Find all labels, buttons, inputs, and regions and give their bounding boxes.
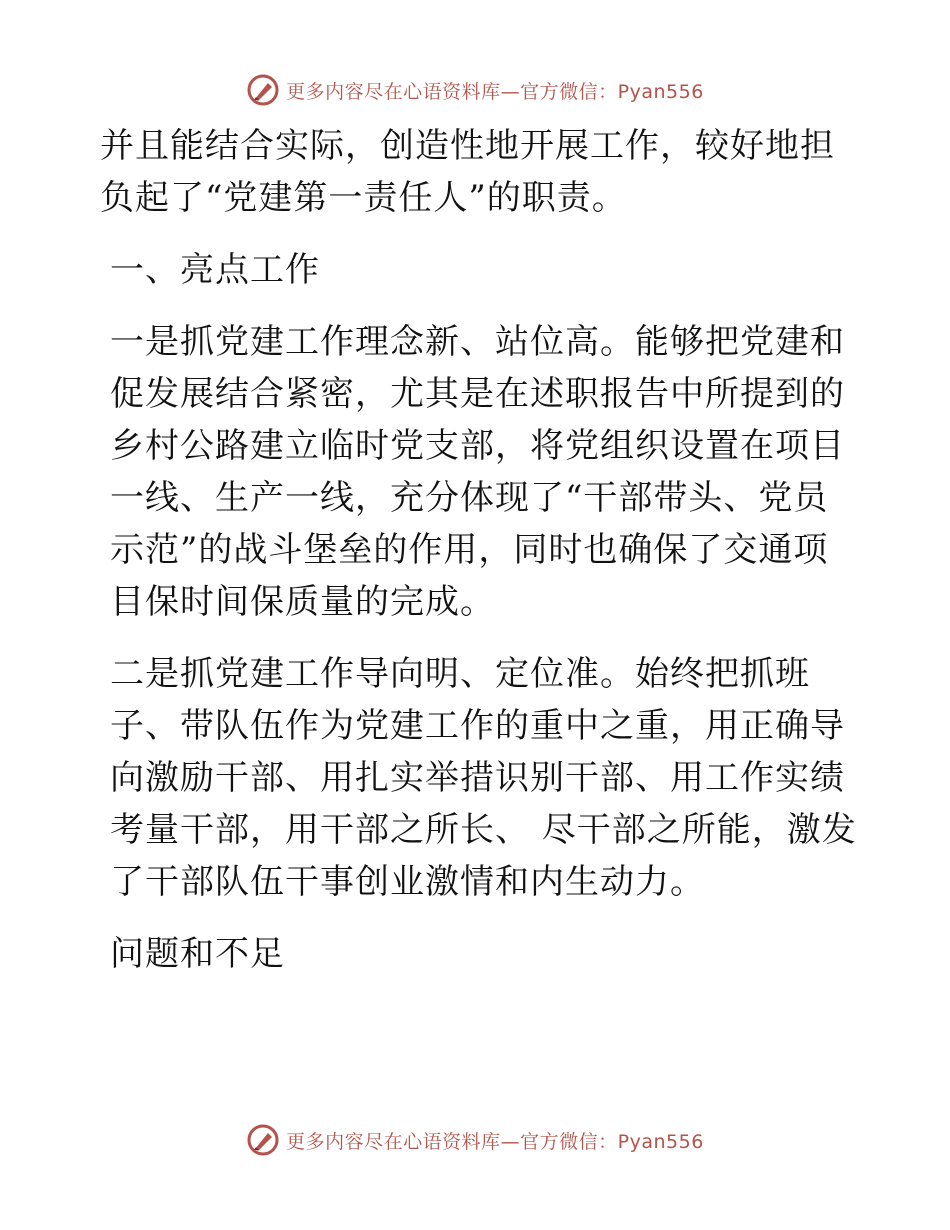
paragraph-intro: 并且能结合实际，创造性地开展工作，较好地担负起了“党建第一责任人”的职责。 — [100, 126, 835, 218]
section-heading-highlights: 一、亮点工作 — [110, 250, 320, 290]
pen-nib-circle-icon — [246, 1123, 280, 1157]
header-watermark — [0, 70, 950, 110]
document-body — [100, 120, 860, 1000]
paragraph-point-two: 二是抓党建工作导向明、定位准。始终把抓班子、带队伍作为党建工作的重中之重，用正确导向激励干部、用扎实举措识别干部、用工作实绩考量干部，用干部之所长、 尽干部之所能，激发了干部队伍干事创业激情和内生动力。 — [110, 654, 857, 902]
footer-watermark — [0, 1120, 950, 1160]
pen-nib-circle-icon — [246, 73, 280, 107]
watermark-text: 更多内容尽在心语资料库—官方微信：Pyan556 — [286, 1130, 704, 1153]
paragraph-point-one: 一是抓党建工作理念新、站位高。能够把党建和促发展结合紧密，尤其是在述职报告中所提到的乡村公路建立临时党支部，将党组织设置在项目一线、生产一线，充分体现了“干部带头、党员示范”的战斗堡垒的作用，同时也确保了交通项目保时间保质量的完成。 — [110, 322, 845, 622]
section-heading-problems: 问题和不足 — [110, 934, 285, 974]
watermark-text: 更多内容尽在心语资料库—官方微信：Pyan556 — [286, 80, 704, 103]
